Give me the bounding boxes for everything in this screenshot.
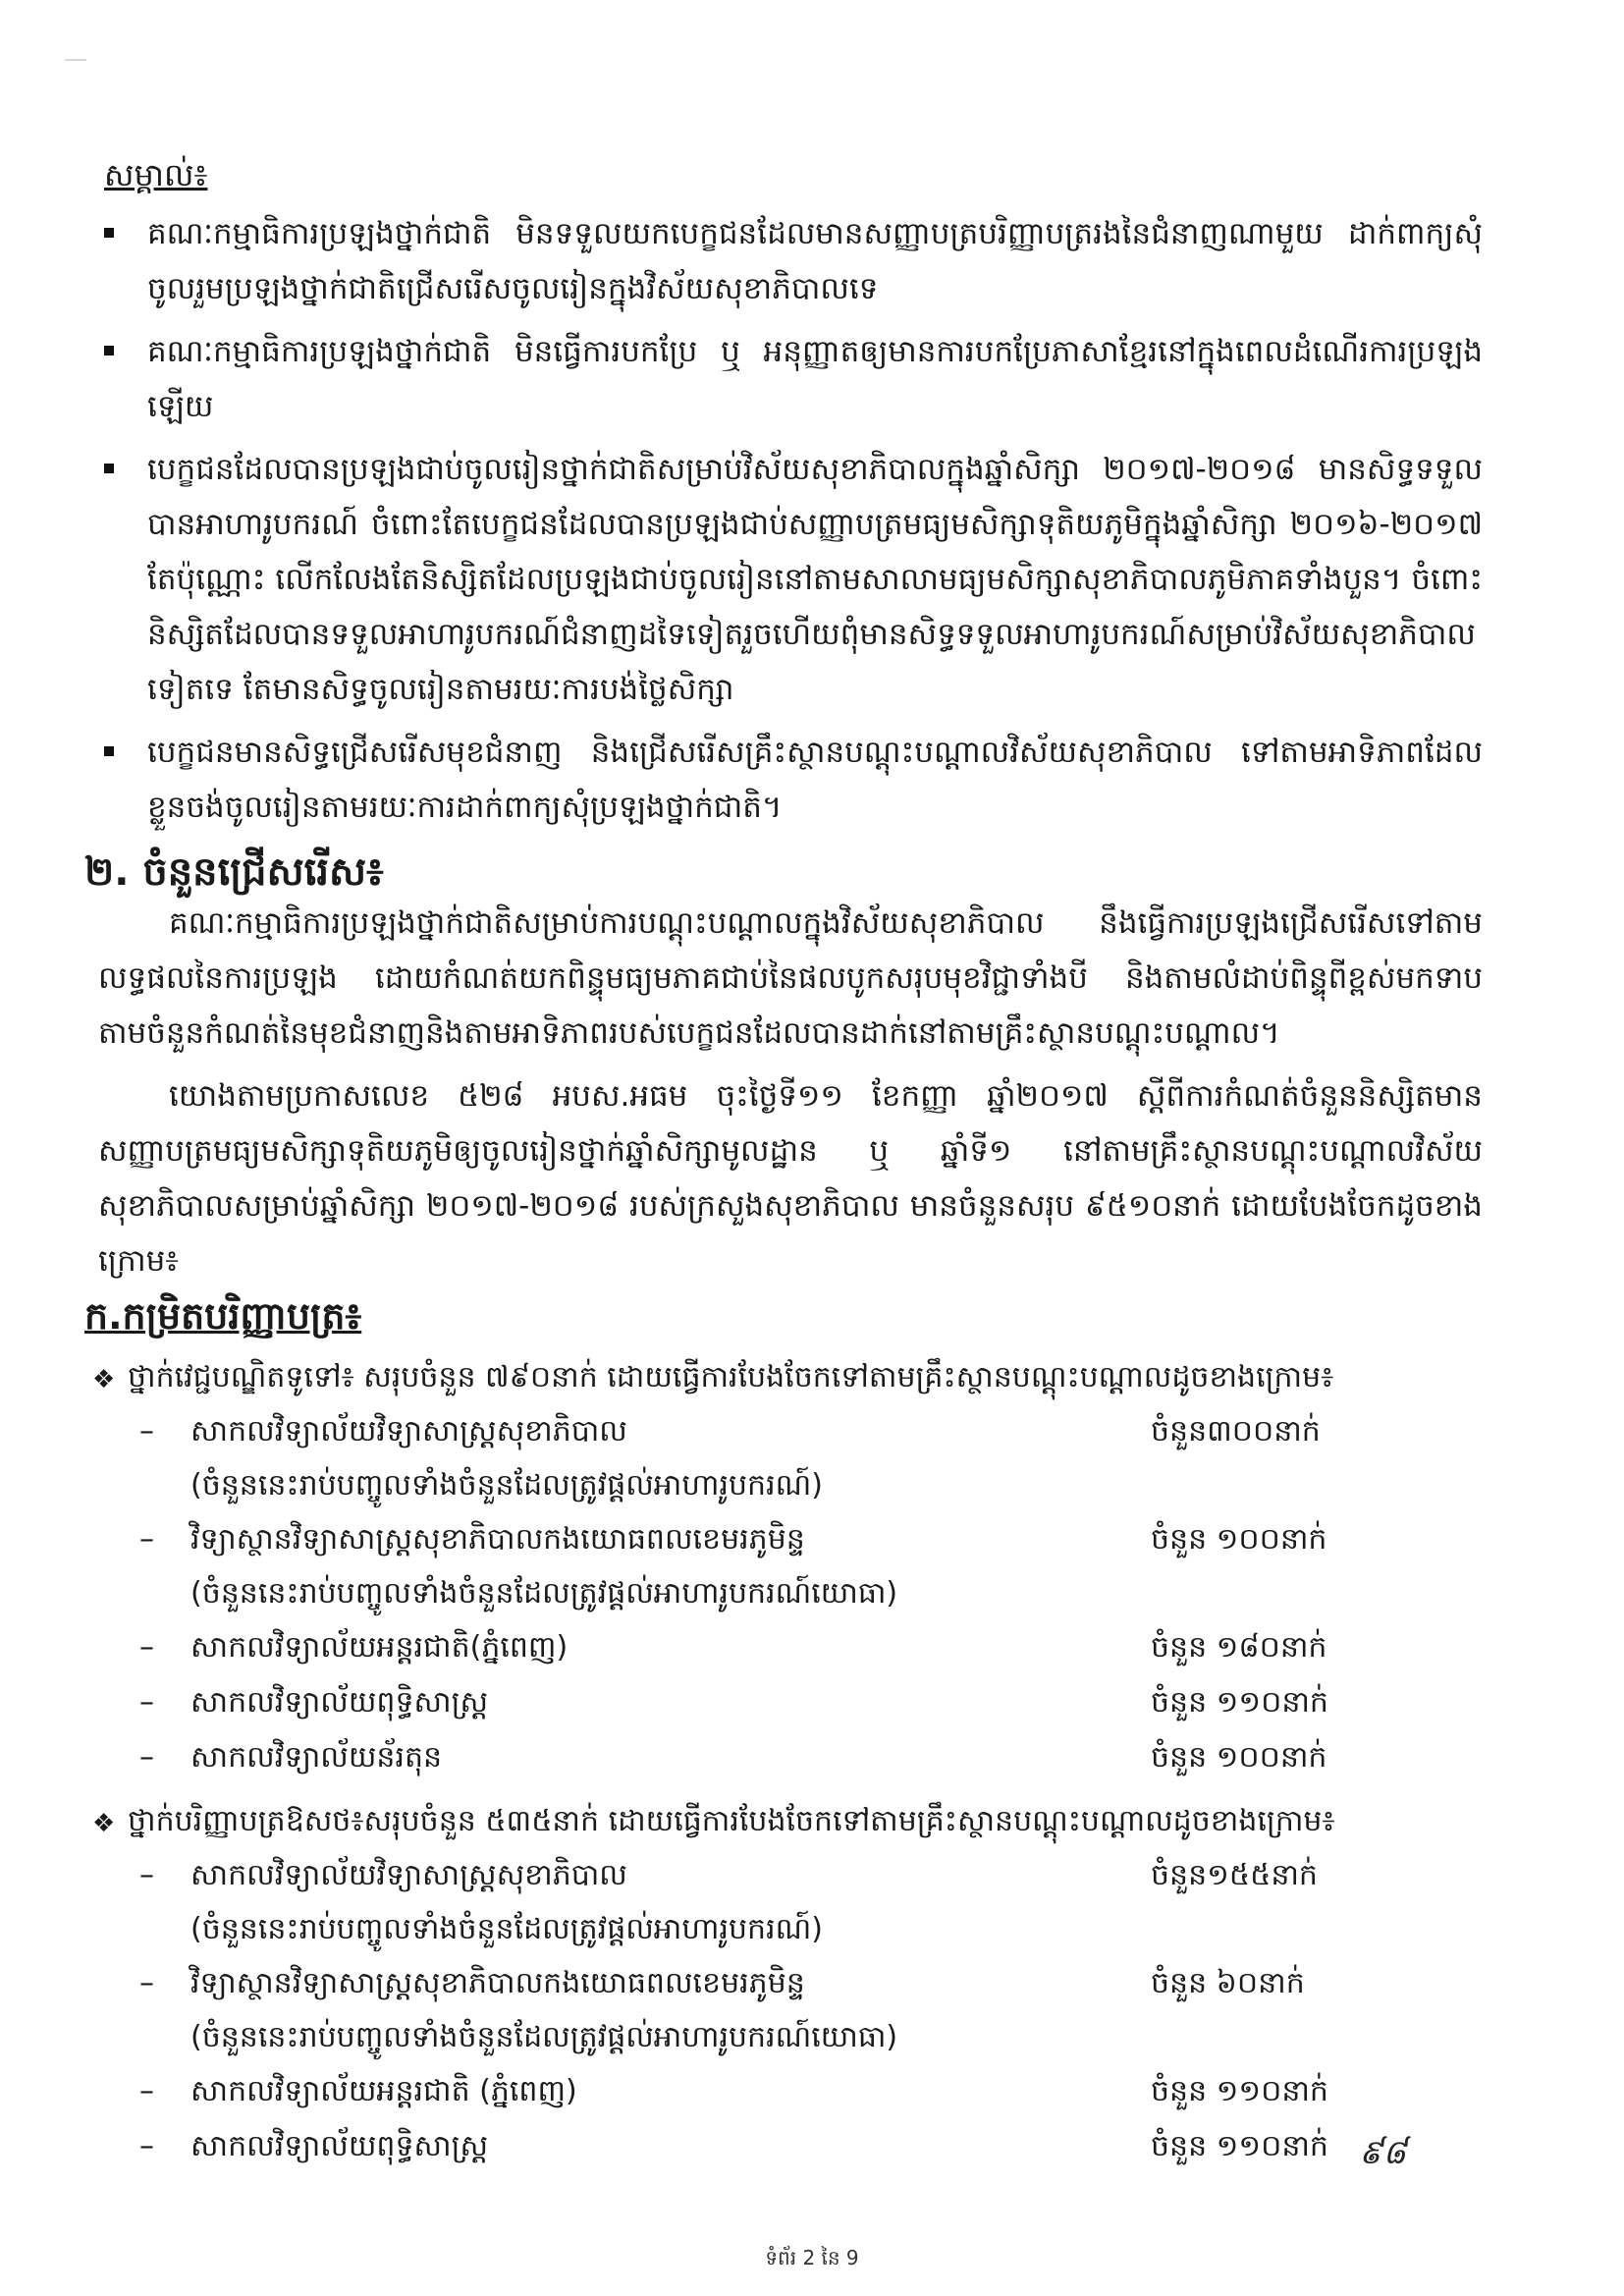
allocation-note: (ចំនួននេះរាប់បញ្ចូលទាំងចំនួនដែលត្រូវផ្តល់អាហារូបករណ៍) — [190, 1468, 823, 1503]
note-bullet — [98, 725, 1483, 835]
institution-name: សាកលវិទ្យាល័យន័រតុន — [190, 1740, 443, 1775]
square-bullet-icon — [104, 464, 114, 473]
diamond-bullet-icon: ❖ — [92, 1809, 116, 1838]
handwritten-initial: ៩៨ — [1359, 2133, 1407, 2172]
dash-bullet: – — [139, 1740, 154, 1775]
allocation-row — [86, 1404, 1481, 1459]
allocation-count: ចំនួន ១១០នាក់ — [1151, 2074, 1328, 2108]
section-paragraph: យោងតាមប្រកាសលេខ ៥២៨ អបស.អធម ចុះថ្ងៃទី១១ ខែកញ្ញា ឆ្នាំ២០១៧ ស្តីពីការកំណត់ចំនួននិស្សិតមានសញ្ញាបត្រមធ្យមសិក្សាទុតិយភូមិឲ្យចូលរៀនថ្នាក់ឆ្នាំសិក្សាមូលដ្ឋាន ឬ ឆ្នាំទី១ នៅតាមគ្រឹះស្ថានបណ្តុះបណ្តាលវិស័យសុខាភិបាលសម្រាប់ឆ្នាំសិក្សា ២០១៧-២០១៨ របស់ក្រសួងសុខាភិបាល មានចំនួនសរុប ៩៥១០នាក់ ដោយបែងចែកដូចខាងក្រោម៖ — [98, 1078, 1483, 1279]
square-bullet-icon — [104, 746, 114, 756]
institution-name: សាកលវិទ្យាល័យវិទ្យាសាស្ត្រសុខាភិបាល — [190, 1414, 627, 1449]
allocation-row — [86, 1512, 1481, 1567]
note-bullet-text: គណៈកម្មាធិការប្រឡងថ្នាក់ជាតិ មិនធ្វើការបកប្រែ ឬ អនុញ្ញាតឲ្យមានការបកប្រែភាសាខ្មែរនៅក្នុងពេលដំណើរការប្រឡងឡើយ — [147, 334, 1483, 424]
institution-name: សាកលវិទ្យាល័យពុទ្ធិសាស្ត្រ — [190, 1685, 489, 1720]
dash-bullet: – — [139, 1966, 154, 2000]
note-bullet-text: បេក្ខជនមានសិទ្ធជ្រើសរើសមុខជំនាញ និងជ្រើសរើសគ្រឹះស្ថានបណ្តុះបណ្តាលវិស័យសុខាភិបាល ទៅតាមអាទិភាពដែលខ្លួនចង់ចូលរៀនតាមរយៈការដាក់ពាក្យសុំប្រឡងថ្នាក់ជាតិ។ — [147, 735, 1483, 825]
group-title-row — [86, 1795, 1481, 1848]
allocation-row — [86, 1730, 1481, 1785]
allocation-row — [86, 1620, 1481, 1675]
dash-bullet: – — [139, 2074, 154, 2108]
note-bullet-text: បេក្ខជនដែលបានប្រឡងជាប់ចូលរៀនថ្នាក់ជាតិសម្រាប់វិស័យសុខាភិបាលក្នុងឆ្នាំសិក្សា ២០១៧-២០១៨ មានសិទ្ធទទួលបានអាហារូបករណ៍ ចំពោះតែបេក្ខជនដែលបានប្រឡងជាប់សញ្ញាបត្រមធ្យមសិក្សាទុតិយភូមិក្នុងឆ្នាំសិក្សា ២០១៦-២០១៧ តែប៉ុណ្ណោះ លើកលែងតែនិស្សិតដែលប្រឡងជាប់ចូលរៀននៅតាមសាលាមធ្យមសិក្សាសុខាភិបាលភូមិភាគទាំងបួន។ ចំពោះនិស្សិតដែលបានទទួលអាហារូបករណ៍ជំនាញដទៃទៀតរួចហើយពុំមានសិទ្ធទទួលអាហារូបករណ៍សម្រាប់វិស័យសុខាភិបាលទៀតទេ តែមានសិទ្ធចូលរៀនតាមរយៈការបង់ថ្លៃសិក្សា — [147, 452, 1483, 707]
group-title: ថ្នាក់វេជ្ជបណ្ឌិតទូទៅ៖ សរុបចំនួន ៧៩០នាក់ ដោយធ្វើការបែងចែកទៅតាមគ្រឹះស្ថានបណ្តុះបណ្តាលដូចខាងក្រោម៖ — [128, 1360, 1334, 1394]
group-title-row — [86, 1351, 1481, 1404]
allocation-count: ចំនួន១៥៥នាក់ — [1151, 1858, 1318, 1892]
allocation-row — [86, 2119, 1481, 2174]
dash-bullet: – — [139, 1685, 154, 1720]
note-bullet — [98, 442, 1483, 717]
allocation-count: ចំនួន ១៨០នាក់ — [1151, 1630, 1327, 1665]
note-heading: សម្គាល់៖ — [104, 156, 208, 193]
allocation-group — [86, 1351, 1481, 1785]
note-bullet — [98, 324, 1483, 434]
dash-bullet: – — [139, 2129, 154, 2163]
square-bullet-icon — [104, 346, 114, 355]
institution-name: វិទ្យាស្ថានវិទ្យាសាស្ត្រសុខាភិបាលកងយោធពលខេមរភូមិន្ទ — [190, 1966, 805, 2000]
allocation-note: (ចំនួននេះរាប់បញ្ចូលទាំងចំនួនដែលត្រូវផ្តល់អាហារូបករណ៍យោធា) — [190, 1576, 898, 1611]
institution-name: សាកលវិទ្យាល័យអន្តរជាតិ(ភ្នំពេញ) — [190, 1630, 568, 1665]
institution-name: សាកលវិទ្យាល័យវិទ្យាសាស្ត្រសុខាភិបាល — [190, 1858, 627, 1892]
allocation-row — [86, 1848, 1481, 1903]
allocation-note: (ចំនួននេះរាប់បញ្ចូលទាំងចំនួនដែលត្រូវផ្តល់អាហារូបករណ៍) — [190, 1912, 823, 1946]
subsection-heading: ក.កម្រិតបរិញ្ញាបត្រ៖ — [84, 1294, 362, 1338]
dash-bullet: – — [139, 1858, 154, 1892]
dash-bullet: – — [139, 1522, 154, 1557]
allocation-count: ចំនួន ១១០នាក់ — [1151, 2129, 1328, 2163]
dash-bullet: – — [139, 1630, 154, 1665]
allocation-note: (ចំនួននេះរាប់បញ្ចូលទាំងចំនួនដែលត្រូវផ្តល់អាហារូបករណ៍យោធា) — [190, 2020, 898, 2054]
allocation-group — [86, 1795, 1481, 2174]
section-heading: ២. ចំនួនជ្រើសរើស៖ — [84, 849, 384, 895]
allocation-count: ចំនួន ៦០នាក់ — [1151, 1966, 1305, 2000]
square-bullet-icon — [104, 228, 114, 238]
note-bullet-text: គណៈកម្មាធិការប្រឡងថ្នាក់ជាតិ មិនទទួលយកបេក្ខជនដែលមានសញ្ញាបត្របរិញ្ញាបត្ររងនៃជំនាញណាមួយ ដាក់ពាក្យសុំចូលរួមប្រឡងថ្នាក់ជាតិជ្រើសរើសចូលរៀនក្នុងវិស័យសុខាភិបាលទេ — [147, 216, 1483, 306]
diamond-bullet-icon: ❖ — [92, 1365, 116, 1394]
institution-name: វិទ្យាស្ថានវិទ្យាសាស្ត្រសុខាភិបាលកងយោធពលខេមរភូមិន្ទ — [190, 1522, 805, 1557]
allocation-count: ចំនួន ១១០នាក់ — [1151, 1685, 1328, 1720]
scan-mark — [65, 59, 86, 71]
section-paragraph: គណៈកម្មាធិការប្រឡងថ្នាក់ជាតិសម្រាប់ការបណ្តុះបណ្តាលក្នុងវិស័យសុខាភិបាល នឹងធ្វើការប្រឡងជ្រើសរើសទៅតាមលទ្ធផលនៃការប្រឡង ដោយកំណត់យកពិន្ទុមធ្យមភាគជាប់នៃផលបូកសរុបមុខវិជ្ជាទាំងបី និងតាមលំដាប់ពិន្ទុពីខ្ពស់មកទាប តាមចំនួនកំណត់នៃមុខជំនាញនិងតាមអាទិភាពរបស់បេក្ខជនដែលបានដាក់នៅតាមគ្រឹះស្ថានបណ្តុះបណ្តាល។ — [98, 905, 1483, 1051]
note-bullet — [98, 206, 1483, 316]
allocation-count: ចំនួន៣០០នាក់ — [1151, 1414, 1321, 1449]
note-bullet-list — [98, 206, 1483, 843]
group-title: ថ្នាក់បរិញ្ញាបត្រឱសថ៖សរុបចំនួន ៥៣៥នាក់ ដោយធ្វើការបែងចែកទៅតាមគ្រឹះស្ថានបណ្តុះបណ្តាលដូចខាងក្រោម៖ — [128, 1804, 1335, 1838]
institution-name: សាកលវិទ្យាល័យអន្តរជាតិ (ភ្នំពេញ) — [190, 2074, 577, 2108]
allocation-count: ចំនួន ១០០នាក់ — [1151, 1522, 1327, 1557]
allocation-row — [86, 1675, 1481, 1730]
institution-name: សាកលវិទ្យាល័យពុទ្ធិសាស្ត្រ — [190, 2129, 489, 2163]
dash-bullet: – — [139, 1414, 154, 1449]
allocation-row — [86, 1956, 1481, 2011]
page-number: ទំព័រ 2 នៃ 9 — [765, 2246, 859, 2269]
allocation-row — [86, 2064, 1481, 2119]
allocation-count: ចំនួន ១០០នាក់ — [1151, 1740, 1327, 1775]
